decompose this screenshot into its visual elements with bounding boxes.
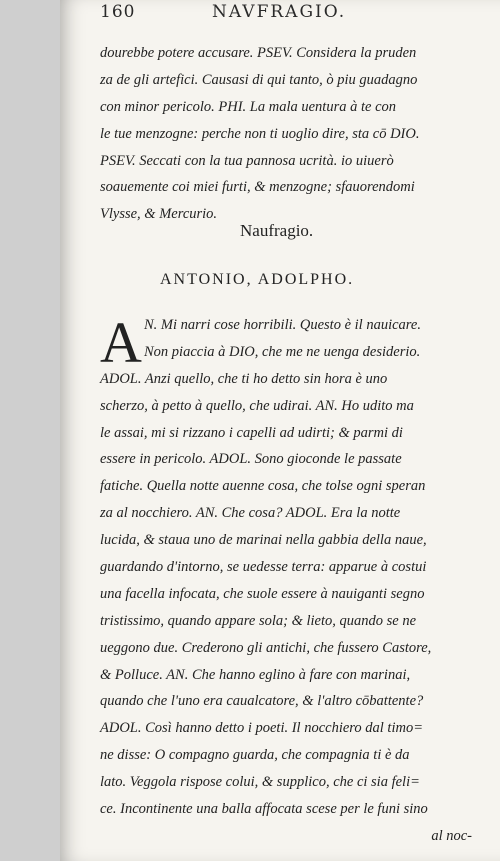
text-line: ce. Incontinente una balla affocata scese per le funi sino (100, 801, 428, 818)
text-line: Vlysse, & Mercurio. (100, 206, 218, 223)
drop-cap: A (100, 310, 142, 375)
text-line: fatiche. Quella notte auenne cosa, che tolse ogni speran (100, 478, 426, 495)
dialogue-text-block (100, 312, 490, 850)
text-line: soauemente coi miei furti, & menzogne; sfauorendomi (100, 179, 415, 196)
text-line: una facella infocata, che suole essere à nauiganti segno (100, 585, 425, 602)
text-line: ueggono due. Crederono gli antichi, che fussero Castore, (100, 639, 432, 656)
text-line: Non piaccia à DIO, che me ne uenga desiderio. (144, 343, 421, 360)
text-line: lato. Veggola rispose colui, & supplico, che ci sia feli= (100, 774, 420, 791)
page-number: 160 (100, 2, 136, 22)
text-line: N. Mi narri cose horribili. Questo è il nauicare. (144, 317, 421, 333)
catchword: al noc- (431, 827, 472, 844)
text-line: le tue menzogne: perche non ti uoglio dire, sta cō DIO. (100, 125, 420, 142)
section-title: Naufragio. (240, 221, 314, 240)
text-line: le assai, mi si rizzano i capelli ad udirti; & parmi di (100, 424, 403, 441)
text-line: essere in pericolo. ADOL. Sono gioconde le passate (100, 451, 402, 468)
text-line: ne disse: O compagno guarda, che compagnia ti è da (100, 747, 410, 764)
text-line: & Polluce. AN. Che hanno eglino à fare con marinai, (100, 666, 411, 683)
text-line: tristissimo, quando appare sola; & lieto, quando se ne (100, 612, 417, 629)
text-line: lucida, & staua uno de marinai nella gabbia della naue, (100, 532, 427, 549)
text-line: con minor pericolo. PHI. La mala uentura à te con (100, 98, 397, 115)
text-line: scherzo, à petto à quello, che udirai. AN. Ho udito ma (100, 397, 414, 414)
text-line: ADOL. Così hanno detto i poeti. Il nocchiero dal timo= (100, 720, 423, 737)
text-line: quando che l'uno era caualcatore, & l'altro cōbattente? (100, 693, 424, 710)
text-line: dourebbe potere accusare. PSEV. Considera la pruden (100, 45, 417, 61)
text-line: ADOL. Anzi quello, che ti ho detto sin hora è uno (100, 370, 388, 387)
text-line: za de gli artefici. Causasi di qui tanto, ò piu guadagno (100, 71, 418, 88)
text-line: za al nocchiero. AN. Che cosa? ADOL. Era la notte (100, 505, 401, 522)
speakers-heading: ANTONIO, ADOLPHO. (160, 271, 355, 288)
text-line: PSEV. Seccati con la tua pannosa ucrità. io uiuerò (100, 152, 394, 169)
running-title: NAVFRAGIO. (212, 2, 347, 22)
text-line: guardando d'intorno, se uedesse terra: apparue à costui (100, 559, 427, 576)
page-header (100, 2, 490, 26)
top-text-block (100, 40, 490, 228)
